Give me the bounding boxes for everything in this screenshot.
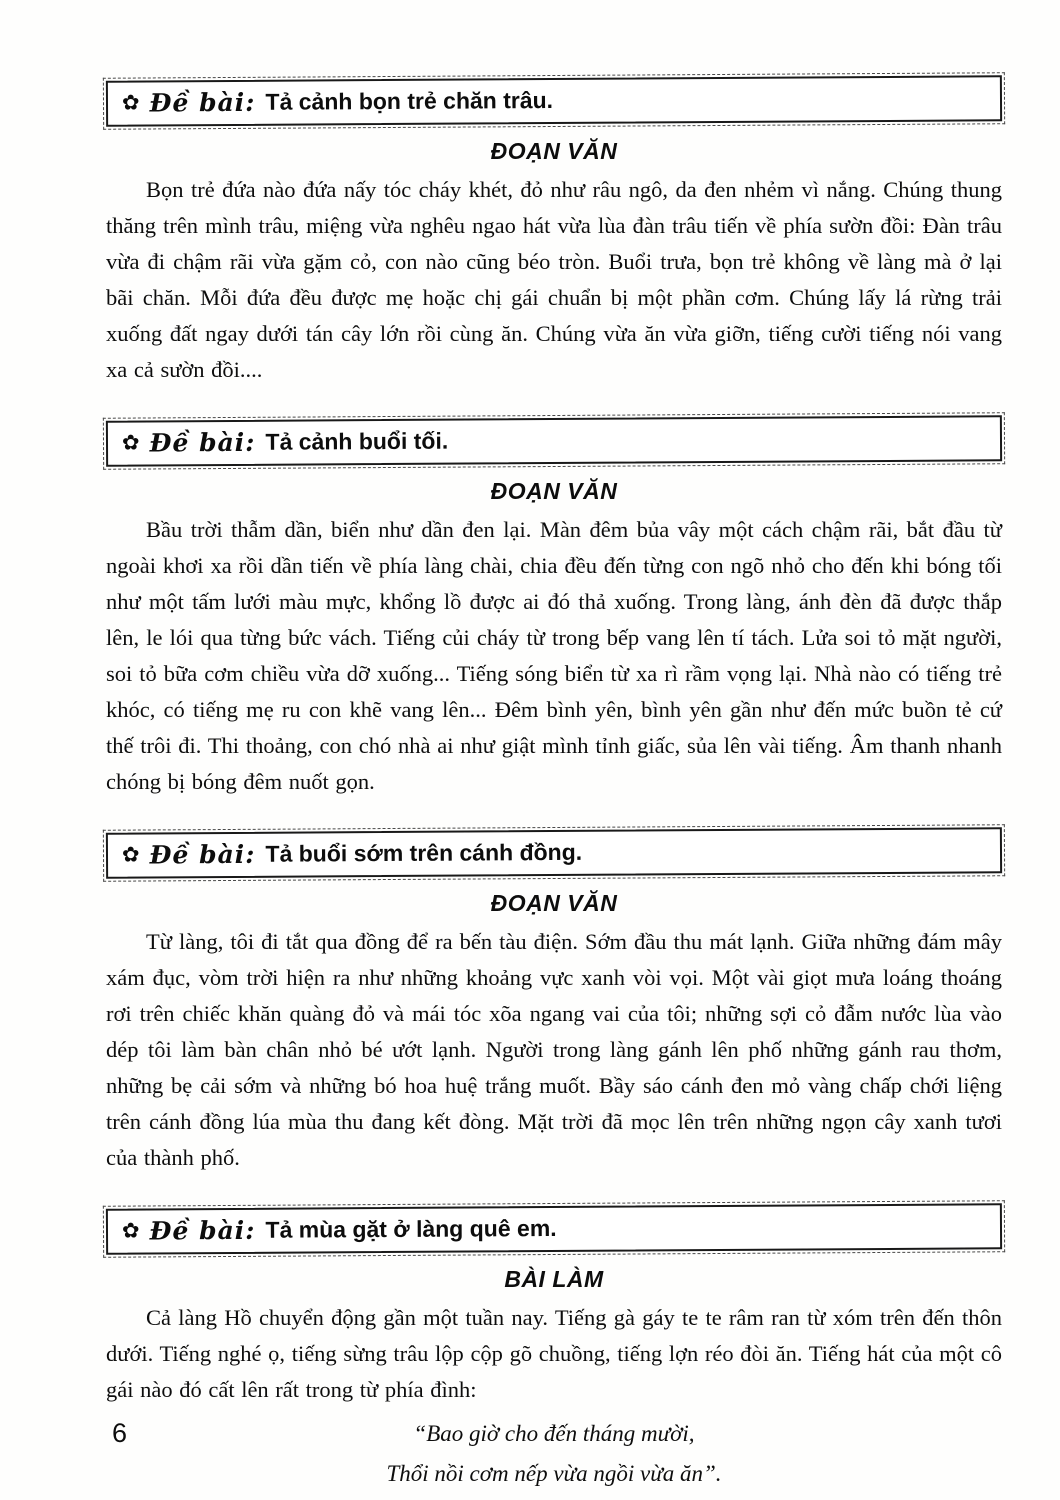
prompt-label: Đề bài: xyxy=(149,87,256,118)
section-heading: ĐOẠN VĂN xyxy=(490,478,618,504)
exercise-section-2 xyxy=(106,418,1002,800)
prompt-box xyxy=(106,827,1002,878)
prompt-box xyxy=(106,1203,1002,1254)
prompt-title: Tả cảnh bọn trẻ chăn trâu. xyxy=(265,87,554,115)
verse-line-2: Thổi nồi cơm nếp vừa ngồi vừa ăn”. xyxy=(386,1461,722,1486)
prompt-label: Đề bài: xyxy=(149,427,256,458)
paragraph: Cả làng Hồ chuyển động gần một tuần nay. Tiếng gà gáy te te râm ran từ xóm trên đến thôn dưới. Tiếng nghé ọ, tiếng sừng trâu lộp cộp gõ chuồng, tiếng lợn réo đòi ăn. Tiếng hát của một cô gái nào đó cất lên rất trong từ phía đình: xyxy=(106,1305,1002,1402)
prompt-title: Tả mùa gặt ở làng quê em. xyxy=(265,1214,557,1243)
page-content xyxy=(106,78,1002,1494)
section-heading: ĐOẠN VĂN xyxy=(490,138,618,164)
exercise-section-3 xyxy=(106,830,1002,1176)
prompt-title: Tả buổi sớm trên cánh đồng. xyxy=(265,838,583,867)
florette-icon: ✿ xyxy=(121,842,140,867)
exercise-section-1 xyxy=(106,78,1002,388)
prompt-label: Đề bài: xyxy=(149,1215,256,1246)
verse-line-1: “Bao giờ cho đến tháng mười, xyxy=(413,1421,695,1446)
exercise-section-4 xyxy=(106,1206,1002,1494)
florette-icon: ✿ xyxy=(121,430,140,455)
section-heading: ĐOẠN VĂN xyxy=(490,890,618,916)
folk-verse xyxy=(106,1414,1002,1494)
paragraph: Từ làng, tôi đi tắt qua đồng để ra bến tàu điện. Sớm đầu thu mát lạnh. Giữa những đám mây xám đục, vòm trời hiện ra như những khoảng vực xanh vòi vọi. Một vài giọt mưa loáng thoáng rơi trên chiếc khăn quàng đỏ và mái tóc xõa ngang vai của tôi; những sợi cỏ đẫm nước lùa vào dép tôi làm bàn chân nhỏ bé ướt lạnh. Người trong làng gánh lên phố những gánh rau thơm, những bẹ cải sớm và những bó hoa huệ trắng muốt. Bầy sáo cánh đen mỏ vàng chấp chới liệng trên cánh đồng lúa mùa thu đang kết đòng. Mặt trời đã mọc lên trên những ngọn cây xanh tươi của thành phố. xyxy=(106,929,1002,1170)
prompt-box xyxy=(106,415,1002,466)
paragraph: Bầu trời thẫm dần, biển như dần đen lại. Màn đêm bủa vây một cách chậm rãi, bắt đầu từ ngoài khơi xa rồi dần tiến về phía làng chài, chia đều đến từng con ngõ nhỏ cho đến khi bóng tối như một tấm lưới màu mực, khổng lồ được ai đó thả xuống. Trong làng, ánh đèn đã được thắp lên, le lói qua từng bức vách. Tiếng củi cháy từ trong bếp vang lên tí tách. Lửa soi tỏ mặt người, soi tỏ bữa cơm chiều vừa dỡ xuống... Tiếng sóng biển từ xa rì rầm vọng lại. Nhà nào có tiếng trẻ khóc, có tiếng mẹ ru con khẽ vang lên... Đêm bình yên, bình yên gần như đến mức buồn tẻ cứ thế trôi đi. Thi thoảng, con chó nhà ai như giật mình tỉnh giấc, sủa lên vài tiếng. Âm thanh nhanh chóng bị bóng đêm nuốt gọn. xyxy=(106,517,1002,794)
page-number: 6 xyxy=(112,1418,128,1448)
prompt-box xyxy=(106,75,1002,126)
paragraph: Bọn trẻ đứa nào đứa nấy tóc cháy khét, đỏ như râu ngô, da đen nhẻm vì nắng. Chúng thung thăng trên mình trâu, miệng vừa nghêu ngao hát vừa lùa đàn trâu tiến về phía sườn đồi: Đàn trâu vừa đi chậm rãi vừa gặm cỏ, con nào cũng béo tròn. Buổi trưa, bọn trẻ không về làng mà ở lại bãi chăn. Mỗi đứa đều được mẹ hoặc chị gái chuẩn bị một phần cơm. Chúng lấy lá rừng trải xuống đất ngay dưới tán cây lớn rồi cùng ăn. Chúng vừa ăn vừa giỡn, tiếng cười tiếng nói vang xa cả sườn đồi.... xyxy=(106,177,1002,382)
florette-icon: ✿ xyxy=(121,90,140,115)
florette-icon: ✿ xyxy=(121,1218,140,1243)
section-heading: BÀI LÀM xyxy=(504,1266,604,1292)
prompt-label: Đề bài: xyxy=(149,839,256,870)
prompt-title: Tả cảnh buổi tối. xyxy=(265,427,449,455)
